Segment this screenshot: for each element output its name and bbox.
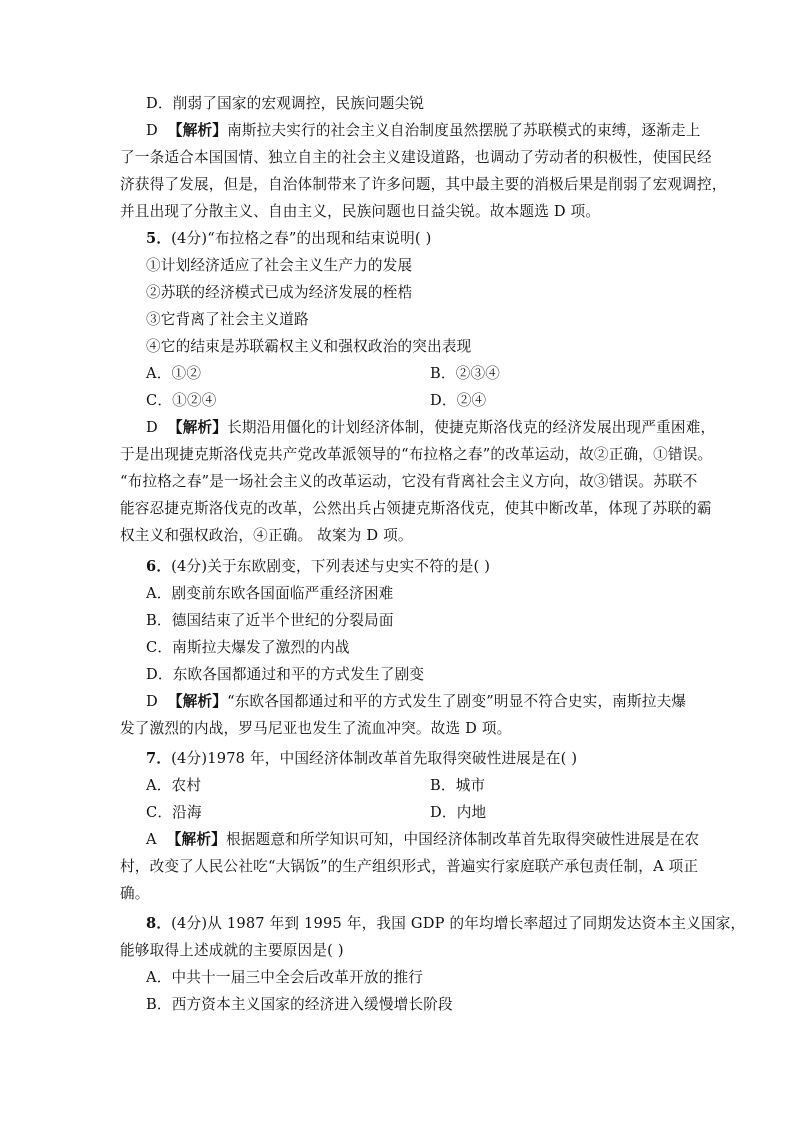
analysis-4-line-2: 了一条适合本国国情、独立自主的社会主义建设道路，也调动了劳动者的积极性，使国民经	[120, 149, 712, 166]
analysis-4-line-3: 济获得了发展，但是，自治体制带来了许多问题，其中最主要的消极后果是削弱了宏观调控，	[120, 176, 727, 193]
question-5-stem: 5．(4分)“布拉格之春”的出现和结束说明( )	[146, 230, 432, 247]
option-7-c: C．沿海	[146, 804, 202, 821]
question-5-item-3: ③它背离了社会主义道路	[146, 311, 309, 328]
question-5-item-4: ④它的结束是苏联霸权主义和强权政治的突出表现	[146, 338, 472, 355]
question-5-item-2: ②苏联的经济模式已成为经济发展的桎梏	[146, 284, 413, 301]
question-7-stem: 7．(4分)1978 年，中国经济体制改革首先取得突破性进展是在( )	[146, 750, 578, 767]
option-7-b: B．城市	[430, 777, 486, 794]
question-6-stem: 6．(4分)关于东欧剧变，下列表述与史实不符的是( )	[146, 558, 491, 575]
option-5-c: C．①②④	[146, 392, 217, 409]
option-7-a: A．农村	[146, 777, 202, 794]
option-4-d: D．削弱了国家的宏观调控，民族问题尖锐	[146, 95, 425, 112]
analysis-4-line-4: 并且出现了分散主义、自由主义，民族问题也日益尖锐。故本题选 D 项。	[120, 203, 601, 220]
analysis-7-line-1: A 【解析】根据题意和所学知识可知，中国经济体制改革首先取得突破性进展是在农	[146, 831, 700, 848]
analysis-5-line-4: 能容忍捷克斯洛伐克的改革，公然出兵占领捷克斯洛伐克，使其中断改革，体现了苏联的霸	[120, 500, 712, 517]
analysis-5-line-5: 权主义和强权政治，④正确。 故案为 D 项。	[120, 527, 413, 544]
analysis-5-line-1: D 【解析】长期沿用僵化的计划经济体制，使捷克斯洛伐克的经济发展出现严重困难，	[146, 419, 716, 436]
option-7-d: D．内地	[430, 804, 487, 821]
option-6-a: A．剧变前东欧各国面临严重经济困难	[146, 585, 394, 602]
option-5-a: A．①②	[146, 365, 202, 382]
question-5-item-1: ①计划经济适应了社会主义生产力的发展	[146, 257, 413, 274]
question-8-stem-cont: 能够取得上述成就的主要原因是( )	[120, 942, 344, 959]
option-5-d: D．②④	[430, 392, 487, 409]
analysis-6-line-2: 发了激烈的内战，罗马尼亚也发生了流血冲突。故选 D 项。	[120, 720, 512, 737]
analysis-7-line-2: 村，改变了人民公社吃“大锅饭”的生产组织形式，普遍实行家庭联产承包责任制，A 项正	[120, 858, 699, 875]
question-8-stem: 8．(4分)从 1987 年到 1995 年，我国 GDP 的年均增长率超过了同期发达资本主义国家，	[146, 915, 746, 932]
option-6-b: B．德国结束了近半个世纪的分裂局面	[146, 612, 394, 629]
option-5-b: B．②③④	[430, 365, 501, 382]
analysis-5-line-2: 于是出现捷克斯洛伐克共产党改革派领导的“布拉格之春”的改革运动，故②正确，①错误。	[120, 446, 713, 463]
option-8-b: B．西方资本主义国家的经济进入缓慢增长阶段	[146, 996, 453, 1013]
analysis-5-line-3: “布拉格之春”是一场社会主义的改革运动，它没有背离社会主义方向，故③错误。苏联不	[120, 473, 698, 490]
analysis-7-line-3: 确。	[120, 885, 150, 902]
option-8-a: A．中共十一届三中全会后改革开放的推行	[146, 969, 424, 986]
analysis-6-line-1: D 【解析】“东欧各国都通过和平的方式发生了剧变”明显不符合史实，南斯拉夫爆	[146, 693, 687, 710]
option-6-d: D．东欧各国都通过和平的方式发生了剧变	[146, 666, 425, 683]
analysis-4-line-1: D 【解析】南斯拉夫实行的社会主义自治制度虽然摆脱了苏联模式的束缚，逐渐走上	[146, 122, 701, 139]
option-6-c: C．南斯拉夫爆发了激烈的内战	[146, 639, 350, 656]
